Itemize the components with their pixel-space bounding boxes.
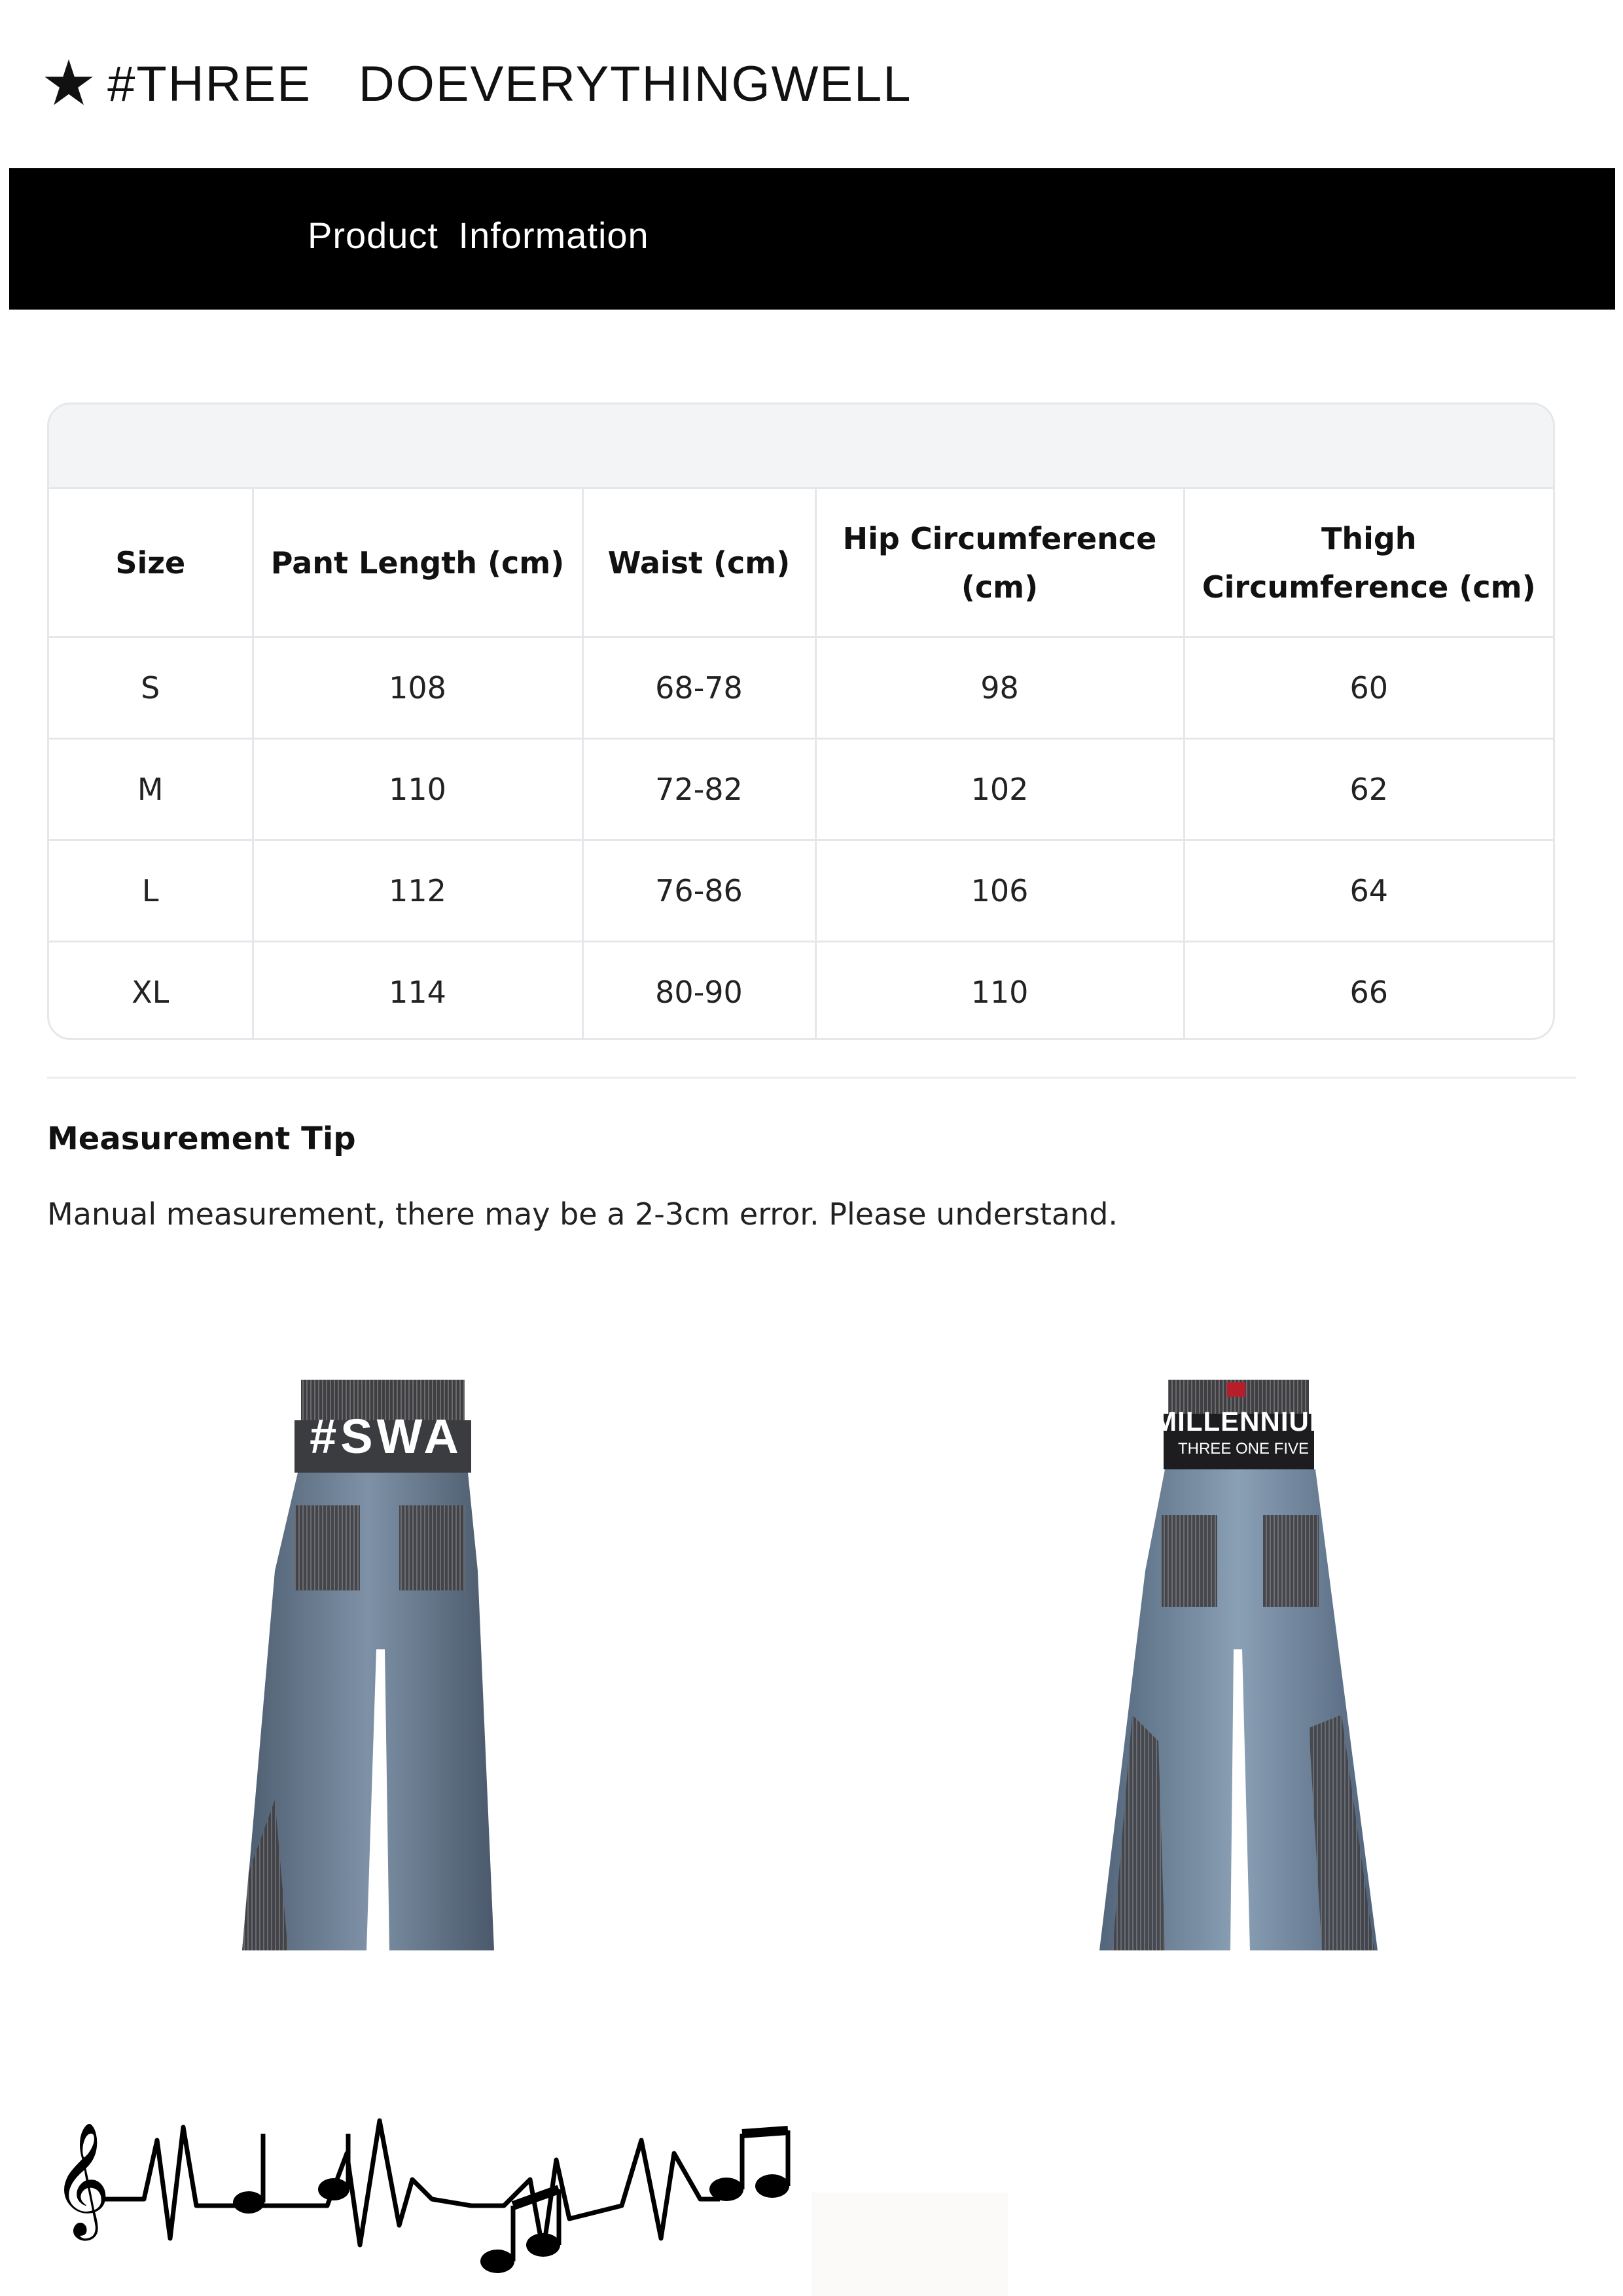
- cell-thigh: 64: [1184, 840, 1553, 942]
- cell-size: S: [49, 637, 253, 739]
- jeans-back-view-image: [236, 1374, 537, 1957]
- header-thigh: [1184, 489, 1553, 637]
- header-thigh-line2: Circumference (cm): [1202, 569, 1536, 605]
- cell-pant-length: 108: [253, 637, 582, 739]
- cell-size: XL: [49, 942, 253, 1041]
- section-divider: [47, 1077, 1576, 1079]
- front-print-text: MILLENNIUM: [1154, 1406, 1333, 1437]
- header-thigh-line1: Thigh: [1321, 520, 1417, 556]
- table-top-bar: [49, 404, 1553, 489]
- brand-header: [41, 48, 912, 118]
- cell-pant-length: 112: [253, 840, 582, 942]
- back-print-text: #SWA: [310, 1409, 463, 1463]
- table-row: [49, 637, 1553, 739]
- measurement-tip-title: Measurement Tip: [47, 1121, 356, 1157]
- cell-thigh: 66: [1349, 975, 1389, 1010]
- music-heartbeat-icon: [46, 2081, 798, 2278]
- cell-hip: 102: [815, 739, 1184, 840]
- header-hip: [815, 489, 1184, 637]
- decor-fade: [812, 2193, 1008, 2296]
- header-pant-length: Pant Length (cm): [253, 489, 582, 637]
- cell-size: L: [49, 840, 253, 942]
- header-hip-line1: Hip Circumference: [842, 520, 1157, 556]
- cell-waist: 72-82: [582, 739, 815, 840]
- cell-thigh: 60: [1184, 637, 1553, 739]
- cell-pant-length: 114: [253, 942, 582, 1041]
- size-chart: [49, 489, 1553, 1040]
- brand-slogan: DOEVERYTHINGWELL: [358, 56, 912, 112]
- cell-hip: 106: [815, 840, 1184, 942]
- product-info-banner: [9, 168, 1615, 310]
- header-size: Size: [49, 489, 253, 637]
- banner-title: Product Information: [308, 215, 649, 256]
- measurement-tip-text: Manual measurement, there may be a 2-3cm error. Please understand.: [47, 1196, 1118, 1232]
- cell-size: M: [49, 739, 253, 840]
- header-waist: Waist (cm): [582, 489, 815, 637]
- cell-thigh: 62: [1184, 739, 1553, 840]
- music-heartbeat-drawing: [46, 2081, 798, 2278]
- table-row: [49, 739, 1553, 840]
- header-hip-line2: (cm): [961, 569, 1039, 605]
- jeans-front-drawing: [1093, 1374, 1394, 1957]
- front-subprint-text: THREE ONE FIVE: [1177, 1440, 1310, 1458]
- table-row: [49, 840, 1553, 942]
- header-row: [49, 489, 1553, 637]
- brand-tag: #THREE: [107, 56, 312, 112]
- cell-pant-length: 110: [253, 739, 582, 840]
- size-table: [47, 403, 1555, 1040]
- cell-waist: 76-86: [582, 840, 815, 942]
- cell-waist: 80-90: [582, 942, 815, 1041]
- jeans-front-view-image: [1093, 1374, 1394, 1957]
- cell-hip: 98: [815, 637, 1184, 739]
- cell-waist: 68-78: [582, 637, 815, 739]
- cell-hip: 110: [815, 942, 1184, 1041]
- table-row: [49, 942, 1553, 1041]
- star-icon: ★: [41, 48, 99, 118]
- svg-text:𝄞: 𝄞: [52, 2122, 111, 2236]
